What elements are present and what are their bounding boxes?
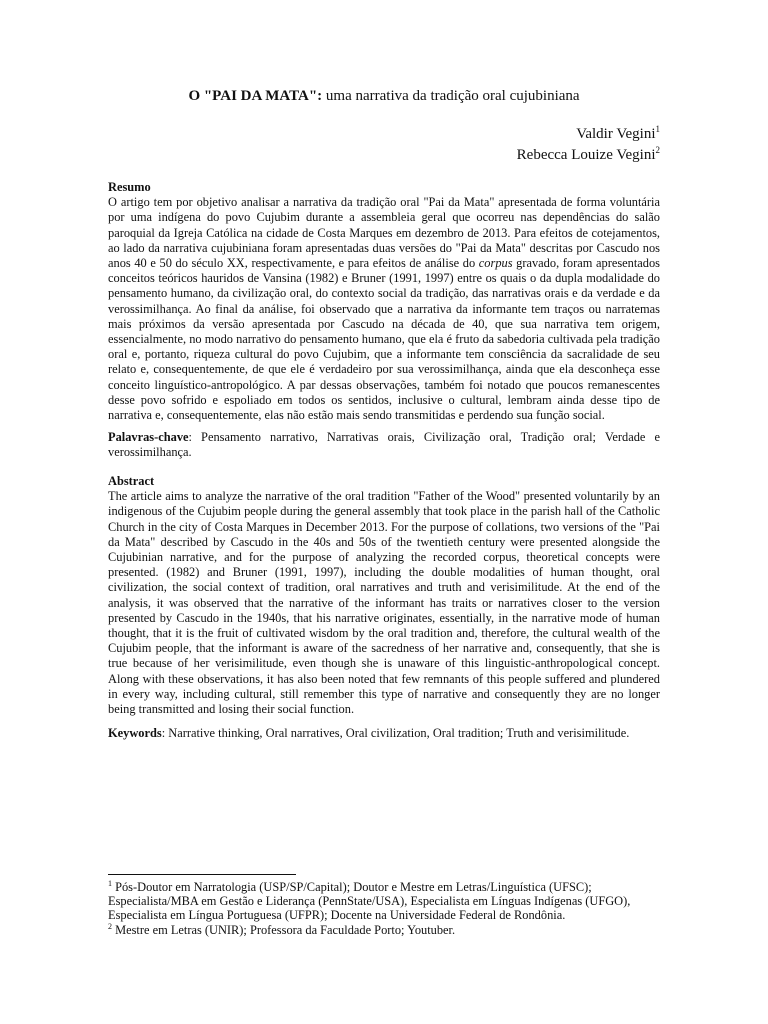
author-name: Valdir Vegini xyxy=(576,126,656,142)
author-name: Rebecca Louize Vegini xyxy=(516,147,656,163)
author-list xyxy=(517,124,660,166)
footnote-mark: 2 xyxy=(108,921,112,931)
paper-title xyxy=(108,87,660,105)
keywords-label: Keywords xyxy=(108,726,162,740)
footnote-text: Pós-Doutor em Narratologia (USP/SP/Capital); Doutor e Mestre em Letras/Linguística (UFSC); Especialista/MBA em Gestão e Liderança (PennState/USA), Especialista em Línguas Indígenas (UFGO), Especialista em Língua Portuguesa (UFPR); Docente na Universidade Federal de Rondônia. xyxy=(108,880,631,923)
resumo-heading: Resumo xyxy=(108,180,151,194)
footnote-mark: 1 xyxy=(655,124,660,134)
keywords-section xyxy=(108,726,660,741)
footnote-1 xyxy=(108,880,660,923)
footnote-2 xyxy=(108,923,660,937)
document-page xyxy=(108,0,660,1024)
resumo-text-part-2: gravado, foram apresentados conceitos teóricos hauridos de Vansina (1982) e Bruner (1991, 1997) entre os quais o da dupla modalidade do pensamento humano, da civilização oral, do contexto social da tradição, das narrativas orais e da verdade e da verossimilhança. Ao final da análise, foi observado que a narrativa da informante tem traços ou narratemas mais próximos da versão apresentada por Cascudo na década de 40, que sua narrativa tem origem, essencialmente, no modo narrativo do pensamento humano, que ela é fruto da sabedoria cultivada pela tradição oral e, portanto, riqueza cultural do povo Cujubim, que a informante tem consciência da sacralidade de seu relato e, consequentemente, de que ele é verdadeiro por sua verossimilhança, ainda que ela desconheça esse conceito linguístico-antropológico. A par dessas observações, também foi notado que poucos remanescentes desse povo sofrido e espoliado em todos os sentidos, inclusive o cultural, lembram ainda desse tipo de narrativa e, consequentemente, elas não estão mais sendo transmitidas e perdendo sua função social. xyxy=(108,256,661,423)
footnote-mark: 1 xyxy=(108,879,112,888)
footnote-text: Mestre em Letras (UNIR); Professora da Faculdade Porto; Youtuber. xyxy=(112,922,456,937)
keywords-text: : Narrative thinking, Oral narratives, Oral civilization, Oral tradition; Truth and verisimilitude. xyxy=(161,726,630,740)
author-1 xyxy=(517,124,660,145)
title-bold-part: O "PAI DA MATA": xyxy=(188,88,323,104)
resumo-text-part-1: O artigo tem por objetivo analisar a narrativa da tradição oral "Pai da Mata" apresentada de forma voluntária por uma indígena do povo Cujubim durante a assembleia geral que ocorreu nas dependências do salão paroquial da Igreja Católica na cidade de Costa Marques em dezembro de 2013. Para efeitos de cotejamentos, ao lado da narrativa cujubiniana foram apresentadas duas versões do "Pai da Mata" descritas por Cascudo nos anos 40 e 50 do século XX, respectivamente, e para efeitos de análise do xyxy=(108,195,660,271)
resumo-section xyxy=(108,180,660,423)
palavras-chave-text: : Pensamento narrativo, Narrativas orais, Civilização oral, Tradição oral; Verdade e verossimilhança. xyxy=(108,430,660,460)
palavras-chave-label: Palavras-chave xyxy=(108,430,189,444)
abstract-heading: Abstract xyxy=(108,474,155,488)
author-2 xyxy=(517,145,660,166)
palavras-chave-section xyxy=(108,430,660,460)
title-subtitle-part: uma narrativa da tradição oral cujubiniana xyxy=(322,88,580,104)
footnotes xyxy=(108,880,660,937)
footnote-mark: 2 xyxy=(655,145,660,155)
footnote-divider xyxy=(108,874,296,875)
abstract-text: The article aims to analyze the narrative of the oral tradition "Father of the Wood" presented voluntarily by an indigenous of the Cujubim people during the general assembly that took place in the parish hall of the Catholic Church in the city of Costa Marques in December 2013. For the purpose of collations, two versions of the "Pai da Mata" described by Cascudo in the 40s and 50s of the twentieth century were presented alongside the Cujubinian narrative, and for the purpose of analyzing the recorded corpus, theoretical concepts were presented. (1982) and Bruner (1991, 1997), including the double modalities of human thought, oral civilization, the social context of tradition, oral narratives and truth and verisimilitude. At the end of the analysis, it was observed that the narrative of the informant has traits or narratives closer to the version presented by Cascudo in the 1940s, that his narrative originates, essentially, in the narrative mode of human thought, that it is the fruit of cultivated wisdom by the oral tradition and, therefore, the cultural wealth of the Cujubim people, that the informant is aware of the sacredness of her narrative and, consequently, that she is true because of her verisimilitude, even though she is unaware of this linguistic-anthropological concept. Along with these observations, it has also been noted that few remnants of this people suffered and plundered in every way, including cultural, still remember this type of narrative and consequently they are no longer being transmitted and losing their social function. xyxy=(108,489,660,717)
resumo-italic-term: corpus xyxy=(478,256,513,271)
abstract-section xyxy=(108,474,660,717)
